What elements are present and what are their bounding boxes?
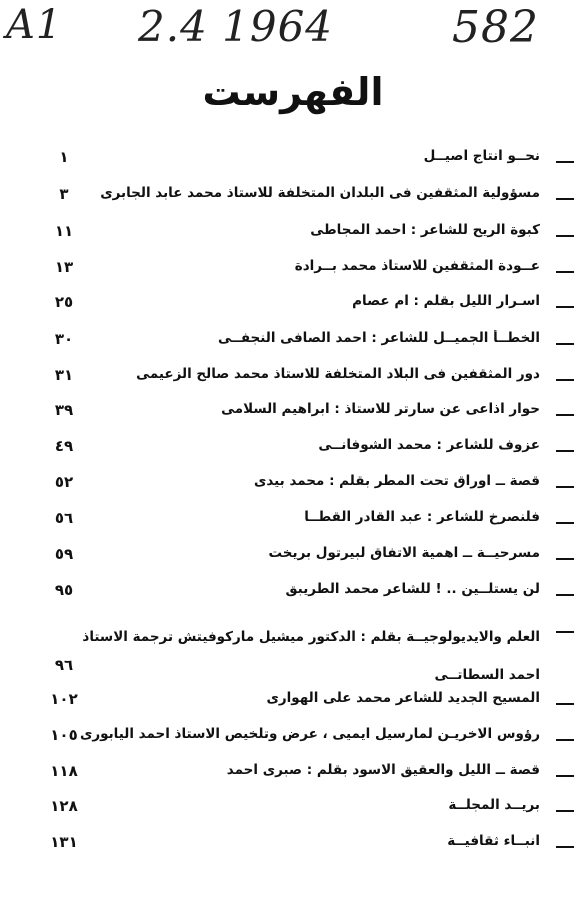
toc-entry-title: عــودة المثقفين للاستاذ محمد بــرادة: [294, 258, 540, 274]
toc-entry: [20, 795, 580, 823]
toc-page-number: ١٢٨: [50, 797, 78, 815]
toc-page-number: ١٠٥: [50, 726, 78, 744]
toc-page-number: ٤٩: [54, 437, 74, 455]
toc-entry-title: قصة ــ الليل والعقيق الاسود بقلم : صبرى احمد: [226, 762, 540, 778]
toc-page-number: ٩٦: [54, 656, 74, 674]
toc-entry: [20, 688, 580, 716]
toc-dash: [556, 271, 574, 273]
toc-dash: [556, 343, 574, 345]
toc-dash: [556, 846, 574, 848]
toc-dash: [556, 414, 574, 416]
toc-entry-title: نحــو انتاج اصيــل: [423, 148, 540, 164]
toc-page-number: ٣١: [54, 366, 74, 384]
toc-dash: [556, 703, 574, 705]
toc-dash: [556, 775, 574, 777]
toc-entry: [20, 507, 580, 535]
toc-page-number: ٥٢: [54, 473, 74, 491]
toc-dash: [556, 306, 574, 308]
toc-entry: [20, 183, 580, 211]
toc-entry: [20, 471, 580, 499]
toc-dash: [556, 379, 574, 381]
toc-entry: [20, 328, 580, 356]
handwritten-number: 582: [452, 2, 539, 53]
toc-entry-title: رؤوس الاخريـن لمارسيل ايميى ، عرض وتلخيص الاستاذ احمد اليابورى: [80, 726, 540, 742]
handwritten-date: 2.4 1964: [138, 2, 334, 51]
toc-dash: [556, 594, 574, 596]
toc-page-number: ١١: [54, 222, 74, 240]
toc-entry-title: قصة ــ اوراق تحت المطر بقلم : محمد بيدى: [254, 473, 540, 489]
toc-entry-title: المسيح الجديد للشاعر محمد على الهوارى: [266, 690, 540, 706]
toc-page-number: ١١٨: [50, 762, 78, 780]
toc-page-number: ٣٩: [54, 401, 74, 419]
toc-page-number: ٢٥: [54, 293, 74, 311]
toc-entry-title: لن يستلــين .. ! للشاعر محمد الطريبق: [285, 581, 540, 597]
toc-entry: [20, 435, 580, 463]
toc-page-number: ٣٠: [54, 330, 74, 348]
toc-page-number: ١٣١: [50, 833, 78, 851]
toc-entry-title: مسؤولية المثقفين فى البلدان المتخلفة للاستاذ محمد عابد الجابرى: [100, 185, 540, 201]
toc-entry-title: بريــد المجلــة: [448, 797, 540, 813]
toc-entry: [20, 146, 580, 174]
toc-page-number: ١٣: [54, 258, 74, 276]
toc-dash: [556, 558, 574, 560]
toc-page-number: ٥٩: [54, 545, 74, 563]
toc-entry-title: حوار اذاعى عن سارتر للاستاذ : ابراهيم السلامى: [221, 401, 540, 417]
handwritten-reference: A1: [6, 2, 63, 48]
toc-entry-title: اسـرار الليل بقلم : ام عصام: [352, 293, 540, 309]
toc-page-number: ٩٥: [54, 581, 74, 599]
toc-dash: [556, 235, 574, 237]
toc-entry-title: عزوف للشاعر : محمد الشوفانــى: [318, 437, 540, 453]
toc-dash: [556, 198, 574, 200]
toc-entry-title: مسرحيــة ــ اهمية الاتفاق لبيرتول بريخت: [268, 545, 540, 561]
toc-entry: [20, 291, 580, 319]
toc-dash: [556, 810, 574, 812]
toc-entry-title: الخطــأ الجميــل للشاعر : احمد الصافى النجفــى: [217, 330, 540, 346]
toc-dash: [556, 161, 574, 163]
toc-entry: [20, 579, 580, 607]
toc-page-number: ١: [59, 148, 69, 166]
toc-entry-title: دور المثقفين فى البلاد المتخلفة للاستاذ محمد صالح الزعيمى: [136, 366, 540, 382]
toc-dash: [556, 631, 574, 633]
toc-dash: [556, 486, 574, 488]
toc-dash: [556, 450, 574, 452]
toc-entry-title: العلم والايديولوجيــة بقلم : الدكتور ميشيل ماركوفيتش ترجمة الاستاذ احمد السطاتــى: [82, 629, 540, 683]
toc-page-number: ٥٦: [54, 509, 74, 527]
toc-entry: [20, 616, 580, 692]
toc-entry: [20, 364, 580, 392]
toc-entry-title: كبوة الريح للشاعر : احمد المجاطى: [310, 222, 540, 238]
toc-dash: [556, 522, 574, 524]
toc-entry-title: فلنصرخ للشاعر : عبد القادر القطــا: [304, 509, 540, 525]
toc-entry: [20, 831, 580, 859]
page-title: الفهرست: [202, 70, 384, 114]
toc-entry: [20, 256, 580, 284]
toc-dash: [556, 739, 574, 741]
toc-entry: [20, 760, 580, 788]
toc-entry: [20, 220, 580, 248]
toc-entry-title: انبــاء ثقافيــة: [447, 833, 540, 849]
toc-entry: [20, 543, 580, 571]
toc-entry: [20, 399, 580, 427]
toc-page-number: ١٠٢: [50, 690, 78, 708]
toc-entry: [20, 724, 580, 752]
toc-page-number: ٣: [59, 185, 69, 203]
